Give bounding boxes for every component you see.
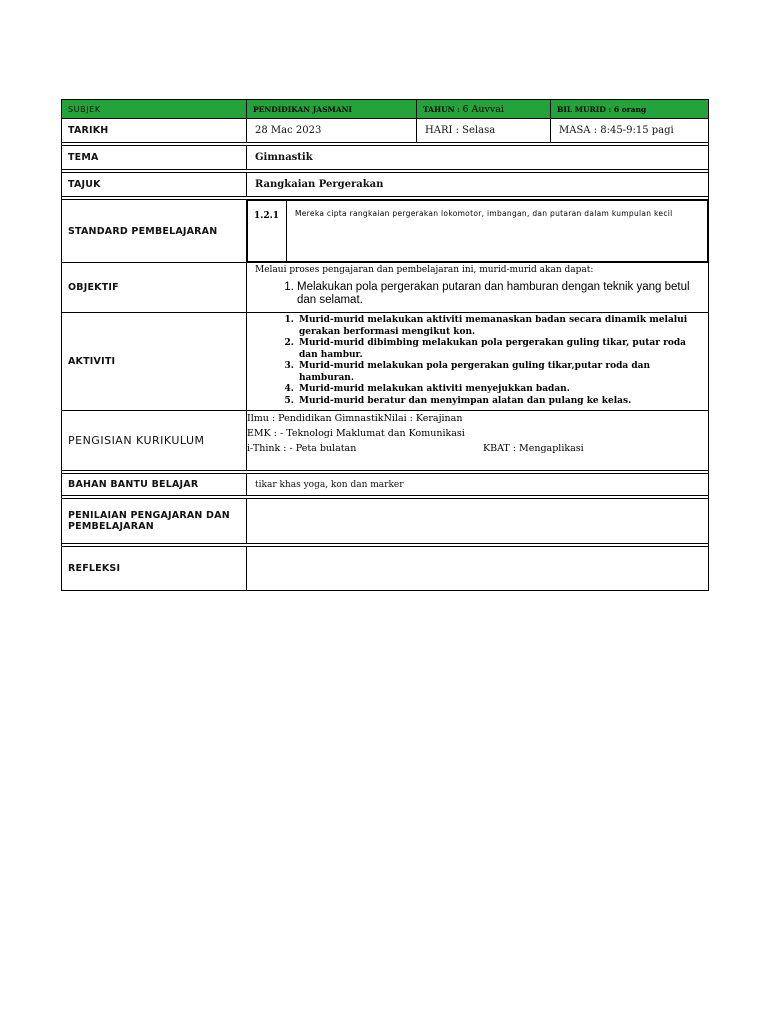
refleksi-value: [247, 547, 709, 591]
subjek-value: PENDIDIKAN JASMANI: [247, 100, 417, 119]
tarikh-row: [62, 119, 709, 143]
bahan-label: BAHAN BANTU BELAJAR: [62, 474, 247, 496]
hari-value: HARI : Selasa: [417, 119, 551, 143]
bil-murid-cell: [551, 100, 709, 119]
kurikulum-emk: EMK : - Teknologi Maklumat dan Komunikasi: [247, 428, 465, 439]
aktiviti-item: 2. Murid-murid dibimbing melakukan pola pergerakan guling tikar, putar roda dan hambur.: [297, 338, 702, 361]
refleksi-label: REFLEKSI: [62, 547, 247, 591]
bil-murid-label: BIL MURID :: [557, 104, 612, 114]
tarikh-value: 28 Mac 2023: [247, 119, 417, 143]
tema-value: Gimnastik: [247, 146, 709, 170]
bahan-row: [62, 474, 709, 496]
tahun-cell: [417, 100, 551, 119]
tajuk-row: [62, 173, 709, 197]
tajuk-label: TAJUK: [62, 173, 247, 197]
aktiviti-item: 5. Murid-murid beratur dan menyimpan alatan dan pulang ke kelas.: [297, 396, 702, 408]
objektif-list: [247, 281, 708, 307]
kurikulum-ithink-row: [247, 441, 708, 456]
objektif-row: [62, 263, 709, 313]
aktiviti-label: AKTIVITI: [62, 313, 247, 411]
objektif-cell: [247, 263, 709, 313]
tema-label: TEMA: [62, 146, 247, 170]
standard-cell: [247, 200, 709, 263]
aktiviti-item: 4. Murid-murid melakukan aktiviti menyejukkan badan.: [297, 384, 702, 396]
penilaian-row: [62, 499, 709, 544]
standard-label: STANDARD PEMBELAJARAN: [62, 200, 247, 263]
tema-row: [62, 146, 709, 170]
tarikh-label: TARIKH: [62, 119, 247, 143]
bahan-value: tikar khas yoga, kon dan marker: [247, 474, 709, 496]
aktiviti-item: 1. Murid-murid melakukan aktiviti memanaskan badan secara dinamik melalui gerakan berformasi mengikut kon.: [297, 315, 702, 338]
masa-value: MASA : 8:45-9:15 pagi: [551, 119, 709, 143]
aktiviti-row: [62, 313, 709, 411]
lesson-plan-table: [61, 99, 709, 591]
lesson-plan-sheet: [61, 99, 708, 591]
aktiviti-cell: [247, 313, 709, 411]
tajuk-value: Rangkaian Pergerakan: [247, 173, 709, 197]
aktiviti-list: [247, 313, 708, 409]
objektif-intro: Melaui proses pengajaran dan pembelajaran ini, murid-murid akan dapat:: [255, 265, 594, 275]
standard-text: Mereka cipta rangkaian pergerakan lokomotor, imbangan, dan putaran dalam kumpulan kecil: [287, 201, 708, 262]
subjek-label: SUBJEK: [62, 100, 247, 119]
penilaian-value: [247, 499, 709, 544]
aktiviti-item: 3. Murid-murid melakukan pola pergerakan guling tikar,putar roda dan hamburan.: [297, 361, 702, 384]
kurikulum-cell: [247, 411, 709, 471]
objektif-label: OBJEKTIF: [62, 263, 247, 313]
kurikulum-row: [62, 411, 709, 471]
tahun-label: TAHUN :: [423, 104, 460, 114]
kurikulum-ithink: i-Think : - Peta bulatan: [247, 443, 357, 454]
kurikulum-ilmu: Ilmu : Pendidikan GimnastikNilai : Kerajinan: [247, 413, 463, 424]
penilaian-label: PENILAIAN PENGAJARAN DAN PEMBELAJARAN: [62, 499, 247, 544]
standard-inner-table: [247, 200, 708, 262]
refleksi-row: [62, 547, 709, 591]
standard-code: 1.2.1: [248, 201, 287, 262]
kurikulum-kbat: KBAT : Mengaplikasi: [483, 443, 584, 454]
kurikulum-label: PENGISIAN KURIKULUM: [62, 411, 247, 471]
header-row: [62, 100, 709, 119]
bil-murid-value: 6 orang: [613, 104, 647, 114]
objektif-item: 1. Melakukan pola pergerakan putaran dan hamburan dengan teknik yang betul dan selamat.: [297, 281, 708, 307]
standard-row: [62, 200, 709, 263]
tahun-value: 6 Auvvai: [462, 103, 504, 115]
